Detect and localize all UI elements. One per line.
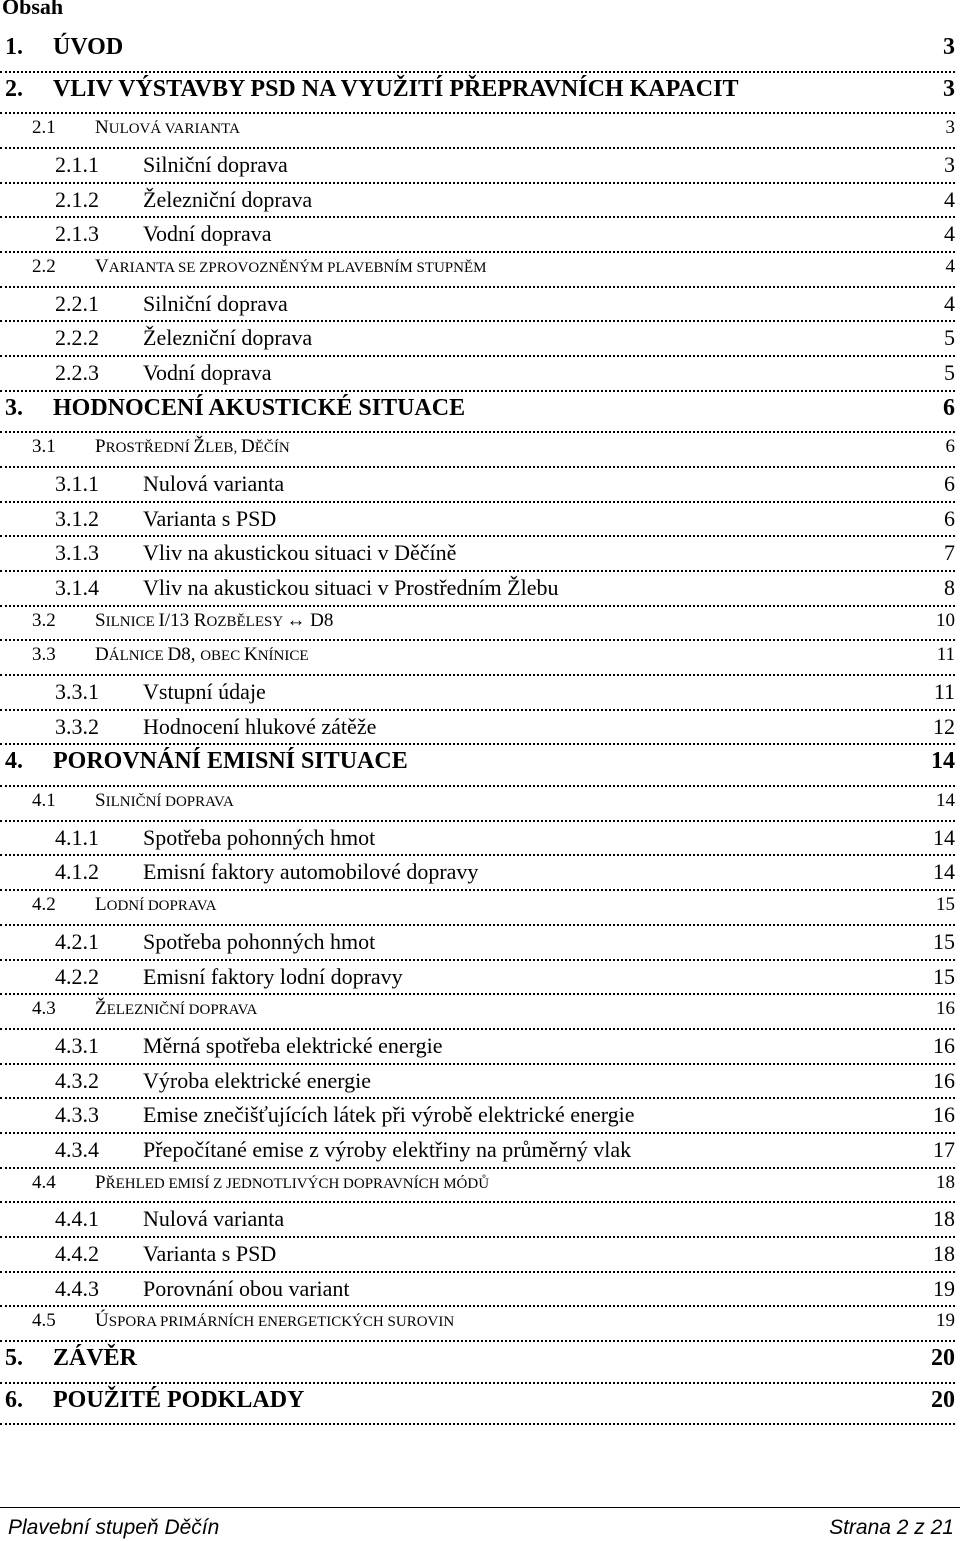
toc-entry-number: 5. bbox=[0, 1345, 53, 1372]
toc-entry-title: Varianta s PSD bbox=[143, 1241, 279, 1267]
toc-entry[interactable] bbox=[0, 1068, 955, 1103]
toc-entry-number: 4.3 bbox=[0, 998, 95, 1020]
toc-entry-page: 7 bbox=[941, 540, 955, 566]
toc-entry-number: 3. bbox=[0, 395, 53, 422]
toc-entry[interactable] bbox=[0, 1206, 955, 1241]
dot-leader bbox=[0, 820, 955, 822]
toc-entry-title: Varianta s PSD bbox=[143, 506, 279, 532]
toc-entry[interactable] bbox=[0, 1387, 955, 1429]
toc-entry[interactable] bbox=[0, 714, 955, 749]
toc-entry-page: 5 bbox=[941, 325, 955, 351]
toc-entry-title-part: N bbox=[95, 117, 109, 139]
toc-entry-title: Vliv na akustickou situaci v Prostředním Žlebu bbox=[143, 575, 562, 601]
toc-entry-title: Přepočítané emise z výroby elektřiny na průměrný vlak bbox=[143, 1137, 634, 1163]
toc-entry[interactable] bbox=[0, 471, 955, 506]
toc-entry-title-part: OZBĚLESY bbox=[206, 613, 287, 630]
toc-entry-number: 3.1.3 bbox=[0, 540, 143, 566]
toc-entry[interactable] bbox=[0, 221, 955, 256]
toc-entry[interactable] bbox=[0, 1241, 955, 1276]
dot-leader bbox=[0, 1063, 955, 1065]
toc-entry-title-part: NÍNICE bbox=[257, 648, 309, 665]
toc-entry-title-part: D8, bbox=[167, 644, 201, 666]
toc-entry-title-part: K bbox=[243, 644, 258, 666]
dot-leader bbox=[0, 390, 955, 392]
toc-entry-title-part: LEB, bbox=[205, 440, 241, 457]
dot-leader bbox=[0, 1132, 955, 1134]
toc-entry-title bbox=[95, 1310, 457, 1332]
dot-leader bbox=[0, 924, 955, 926]
toc-entry[interactable] bbox=[0, 360, 955, 395]
toc-entry-page: 16 bbox=[930, 1033, 955, 1059]
dot-leader bbox=[0, 182, 955, 184]
toc-entry-page: 16 bbox=[930, 1102, 955, 1128]
toc-entry-number: 3.3.2 bbox=[0, 714, 143, 740]
toc-entry[interactable] bbox=[0, 1310, 955, 1345]
toc-entry-title-part: OBEC bbox=[200, 648, 244, 665]
toc-entry[interactable] bbox=[0, 117, 955, 152]
footer-page-number: Strana 2 z 21 bbox=[829, 1516, 954, 1539]
toc-entry[interactable] bbox=[0, 610, 955, 645]
toc-entry[interactable] bbox=[0, 964, 955, 999]
toc-entry-title bbox=[95, 998, 260, 1020]
toc-entry[interactable] bbox=[0, 1276, 955, 1311]
toc-entry-title-part: ↔ D8 bbox=[286, 609, 334, 631]
toc-entry-title: Vliv na akustickou situaci v Děčíně bbox=[143, 540, 459, 566]
toc-entry-title: Hodnocení hlukové zátěže bbox=[143, 714, 379, 740]
toc-entry-page: 4 bbox=[941, 291, 955, 317]
dot-leader bbox=[0, 1305, 955, 1307]
dot-leader bbox=[0, 570, 955, 572]
toc-entry-number: 3.1.4 bbox=[0, 575, 143, 601]
toc-entry[interactable] bbox=[0, 859, 955, 894]
toc-entry-title-part: SPORA PRIMÁRNÍCH ENERGETICKÝCH SUROVIN bbox=[108, 1314, 455, 1331]
toc-entry-number: 4.4.3 bbox=[0, 1276, 143, 1302]
toc-entry-title bbox=[95, 436, 293, 458]
toc-entry-title-part: ARIANTA SE ZPROVOZNĚNÝM PLAVEBNÍM STUPNĚM bbox=[108, 259, 487, 276]
toc-entry-title: Měrná spotřeba elektrické energie bbox=[143, 1033, 446, 1059]
toc-entry-page: 15 bbox=[930, 929, 955, 955]
toc-entry-number: 2.2.1 bbox=[0, 291, 143, 317]
toc-entry-page: 3 bbox=[941, 152, 955, 178]
dot-leader bbox=[0, 1340, 955, 1342]
dot-leader bbox=[0, 785, 955, 787]
toc-entry[interactable] bbox=[0, 748, 955, 790]
toc-entry[interactable] bbox=[0, 34, 955, 76]
toc-entry-page: 12 bbox=[930, 714, 955, 740]
toc-entry[interactable] bbox=[0, 256, 955, 291]
toc-entry-page: 5 bbox=[941, 360, 955, 386]
dot-leader bbox=[0, 639, 955, 641]
toc-entry-page: 20 bbox=[928, 1345, 955, 1372]
toc-entry-title bbox=[95, 256, 489, 278]
toc-entry-number: 2. bbox=[0, 76, 53, 103]
dot-leader bbox=[0, 466, 955, 468]
toc-entry-title: Emise znečišťujících látek při výrobě elektrické energie bbox=[143, 1102, 638, 1128]
dot-leader bbox=[0, 71, 955, 73]
dot-leader bbox=[0, 709, 955, 711]
toc-entry-title: Silniční doprava bbox=[143, 152, 291, 178]
toc-entry[interactable] bbox=[0, 790, 955, 825]
toc-entry-title-part: P bbox=[95, 1171, 106, 1193]
toc-entry-title bbox=[95, 610, 336, 632]
toc-entry-number: 4.3.1 bbox=[0, 1033, 143, 1059]
toc-entry-title: Silniční doprava bbox=[143, 291, 291, 317]
toc-entry-title-part: S bbox=[95, 609, 106, 631]
toc-entry-title bbox=[95, 117, 243, 139]
dot-leader bbox=[0, 674, 955, 676]
toc-entry[interactable] bbox=[0, 929, 955, 964]
dot-leader bbox=[0, 854, 955, 856]
toc-entry-title-part: ŘEHLED EMISÍ Z JEDNOTLIVÝCH DOPRAVNÍCH MÓDŮ bbox=[105, 1175, 490, 1192]
dot-leader bbox=[0, 743, 955, 745]
toc-entry-number: 4.1.1 bbox=[0, 825, 143, 851]
toc-entry-number: 2.1.2 bbox=[0, 187, 143, 213]
toc-entry-page: 14 bbox=[928, 748, 955, 775]
toc-entry[interactable] bbox=[0, 575, 955, 610]
toc-entry-title-part: Ú bbox=[95, 1310, 109, 1332]
toc-entry-page: 6 bbox=[941, 506, 955, 532]
footer-document-title: Plavební stupeň Děčín bbox=[8, 1516, 220, 1539]
toc-entry-title-part: ROSTŘEDNÍ bbox=[105, 440, 194, 457]
toc-entry[interactable] bbox=[0, 436, 955, 471]
dot-leader bbox=[0, 1236, 955, 1238]
toc-entry-title-part: D bbox=[95, 644, 109, 666]
page-title: Obsah bbox=[2, 0, 64, 19]
toc-entry-page: 4 bbox=[943, 256, 956, 278]
toc-entry-title: VLIV VÝSTAVBY PSD NA VYUŽITÍ PŘEPRAVNÍCH KAPACIT bbox=[53, 76, 741, 103]
toc-entry-number: 2.2 bbox=[0, 256, 95, 278]
toc-entry-title-part: ULOVÁ VARIANTA bbox=[108, 121, 240, 138]
toc-entry-number: 4.5 bbox=[0, 1310, 95, 1332]
toc-entry-page: 16 bbox=[933, 998, 955, 1020]
toc-entry[interactable] bbox=[0, 1345, 955, 1387]
toc-entry-title: Nulová varianta bbox=[143, 1206, 287, 1232]
dot-leader bbox=[0, 216, 955, 218]
toc-entry-number: 3.1.1 bbox=[0, 471, 143, 497]
dot-leader bbox=[0, 1382, 955, 1384]
toc-entry-title: Nulová varianta bbox=[143, 471, 287, 497]
toc-entry-page: 14 bbox=[933, 790, 955, 812]
toc-entry-title: POUŽITÉ PODKLADY bbox=[53, 1387, 307, 1414]
toc-entry[interactable] bbox=[0, 1033, 955, 1068]
toc-entry-page: 14 bbox=[930, 825, 955, 851]
toc-entry-page: 18 bbox=[930, 1206, 955, 1232]
toc-entry-page: 3 bbox=[943, 117, 956, 139]
toc-entry-title bbox=[95, 1172, 492, 1194]
toc-entry-number: 1. bbox=[0, 34, 53, 61]
toc-entry-number: 3.3 bbox=[0, 644, 95, 666]
toc-entry-title-part: ILNIČNÍ DOPRAVA bbox=[105, 794, 234, 811]
toc-entry-title-part: I/13 R bbox=[158, 609, 207, 631]
toc-entry-title-part: ILNICE bbox=[105, 613, 159, 630]
dot-leader bbox=[0, 1097, 955, 1099]
toc-entry-title: Emisní faktory automobilové dopravy bbox=[143, 859, 481, 885]
toc-entry-number: 4.2 bbox=[0, 894, 95, 916]
toc-entry-title: Vodní doprava bbox=[143, 360, 275, 386]
toc-entry-title bbox=[95, 790, 237, 812]
toc-entry-page: 4 bbox=[941, 187, 955, 213]
toc-entry-title-part: L bbox=[95, 894, 107, 916]
toc-entry-number: 2.1.1 bbox=[0, 152, 143, 178]
toc-entry-number: 2.1 bbox=[0, 117, 95, 139]
toc-entry[interactable] bbox=[0, 998, 955, 1033]
toc-entry-title: Porovnání obou variant bbox=[143, 1276, 353, 1302]
toc-entry-page: 6 bbox=[941, 471, 955, 497]
dot-leader bbox=[0, 535, 955, 537]
toc-entry[interactable] bbox=[0, 506, 955, 541]
toc-entry-title-part: ĚČÍN bbox=[254, 440, 290, 457]
toc-entry-number: 4.3.3 bbox=[0, 1102, 143, 1128]
toc-entry-page: 15 bbox=[930, 964, 955, 990]
dot-leader bbox=[0, 286, 955, 288]
dot-leader bbox=[0, 147, 955, 149]
toc-entry[interactable] bbox=[0, 187, 955, 222]
toc-entry-number: 4.2.2 bbox=[0, 964, 143, 990]
toc-entry-title: Železniční doprava bbox=[143, 187, 315, 213]
dot-leader bbox=[0, 889, 955, 891]
toc-entry-number: 3.1 bbox=[0, 436, 95, 458]
toc-entry-title-part: S bbox=[95, 790, 106, 812]
toc-entry-number: 3.1.2 bbox=[0, 506, 143, 532]
toc-entry-number: 4.4.1 bbox=[0, 1206, 143, 1232]
dot-leader bbox=[0, 1423, 955, 1425]
toc-entry-number: 4.3.2 bbox=[0, 1068, 143, 1094]
toc-entry-page: 14 bbox=[930, 859, 955, 885]
toc-entry-number: 4.4 bbox=[0, 1172, 95, 1194]
toc-entry-number: 2.2.3 bbox=[0, 360, 143, 386]
toc-entry-title: HODNOCENÍ AKUSTICKÉ SITUACE bbox=[53, 395, 468, 422]
toc-entry[interactable] bbox=[0, 76, 955, 118]
toc-entry-number: 4.2.1 bbox=[0, 929, 143, 955]
dot-leader bbox=[0, 1201, 955, 1203]
toc-entry-page: 6 bbox=[940, 395, 955, 422]
toc-entry-title: Výroba elektrické energie bbox=[143, 1068, 374, 1094]
toc-entry-number: 3.3.1 bbox=[0, 679, 143, 705]
dot-leader bbox=[0, 1028, 955, 1030]
toc-entry-title: ÚVOD bbox=[53, 34, 126, 61]
toc-entry-title: Vstupní údaje bbox=[143, 679, 269, 705]
toc-entry-number: 4. bbox=[0, 748, 53, 775]
dot-leader bbox=[0, 355, 955, 357]
toc-entry[interactable] bbox=[0, 325, 955, 360]
toc-entry-page: 6 bbox=[943, 436, 956, 458]
toc-entry[interactable] bbox=[0, 1137, 955, 1172]
table-of-contents bbox=[0, 34, 955, 1428]
toc-entry[interactable] bbox=[0, 540, 955, 575]
dot-leader bbox=[0, 112, 955, 114]
toc-entry[interactable] bbox=[0, 825, 955, 860]
toc-entry-page: 3 bbox=[940, 76, 955, 103]
toc-entry[interactable] bbox=[0, 894, 955, 929]
toc-entry-title-part: ÁLNICE bbox=[108, 648, 168, 665]
toc-entry-title-part: Ž bbox=[193, 436, 206, 458]
toc-entry-title-part: P bbox=[95, 436, 106, 458]
toc-entry-number: 4.1 bbox=[0, 790, 95, 812]
toc-entry-page: 11 bbox=[934, 644, 955, 666]
toc-entry-title: Spotřeba pohonných hmot bbox=[143, 825, 378, 851]
dot-leader bbox=[0, 320, 955, 322]
toc-entry-title: Spotřeba pohonných hmot bbox=[143, 929, 378, 955]
toc-entry-title: Železniční doprava bbox=[143, 325, 315, 351]
toc-entry-title: ZÁVĚR bbox=[53, 1345, 140, 1372]
toc-entry[interactable] bbox=[0, 291, 955, 326]
toc-entry-page: 3 bbox=[940, 34, 955, 61]
dot-leader bbox=[0, 993, 955, 995]
toc-entry-title: Vodní doprava bbox=[143, 221, 275, 247]
dot-leader bbox=[0, 959, 955, 961]
dot-leader bbox=[0, 251, 955, 253]
toc-entry-page: 4 bbox=[941, 221, 955, 247]
toc-entry-page: 8 bbox=[941, 575, 955, 601]
toc-entry-page: 17 bbox=[930, 1137, 955, 1163]
toc-entry-title-part: ELEZNIČNÍ DOPRAVA bbox=[106, 1002, 258, 1019]
toc-entry-title-part: Ž bbox=[95, 998, 107, 1020]
toc-entry-page: 18 bbox=[933, 1172, 955, 1194]
toc-entry-number: 2.1.3 bbox=[0, 221, 143, 247]
toc-entry[interactable] bbox=[0, 1172, 955, 1207]
toc-entry-page: 15 bbox=[933, 894, 955, 916]
toc-entry[interactable] bbox=[0, 395, 955, 437]
toc-entry-number: 2.2.2 bbox=[0, 325, 143, 351]
toc-entry-page: 19 bbox=[933, 1310, 955, 1332]
toc-entry-number: 4.4.2 bbox=[0, 1241, 143, 1267]
toc-entry-title-part: ODNÍ DOPRAVA bbox=[106, 898, 217, 915]
toc-entry[interactable] bbox=[0, 679, 955, 714]
toc-entry-title bbox=[95, 644, 312, 666]
toc-entry-number: 4.1.2 bbox=[0, 859, 143, 885]
dot-leader bbox=[0, 501, 955, 503]
toc-entry[interactable] bbox=[0, 644, 955, 679]
toc-entry-number: 3.2 bbox=[0, 610, 95, 632]
toc-entry[interactable] bbox=[0, 152, 955, 187]
dot-leader bbox=[0, 431, 955, 433]
toc-entry-page: 18 bbox=[930, 1241, 955, 1267]
toc-entry-number: 4.3.4 bbox=[0, 1137, 143, 1163]
toc-entry-page: 19 bbox=[930, 1276, 955, 1302]
dot-leader bbox=[0, 1271, 955, 1273]
toc-entry[interactable] bbox=[0, 1102, 955, 1137]
toc-entry-title-part: V bbox=[95, 255, 109, 277]
toc-entry-page: 16 bbox=[930, 1068, 955, 1094]
toc-entry-page: 11 bbox=[931, 679, 955, 705]
footer-divider bbox=[0, 1507, 960, 1508]
toc-entry-title: Emisní faktory lodní dopravy bbox=[143, 964, 406, 990]
toc-entry-number: 6. bbox=[0, 1387, 53, 1414]
toc-entry-title bbox=[95, 894, 220, 916]
dot-leader bbox=[0, 605, 955, 607]
dot-leader bbox=[0, 1167, 955, 1169]
toc-entry-title-part: D bbox=[240, 436, 255, 458]
toc-entry-page: 20 bbox=[928, 1387, 955, 1414]
toc-entry-title: POROVNÁNÍ EMISNÍ SITUACE bbox=[53, 748, 411, 775]
toc-entry-page: 10 bbox=[933, 610, 955, 632]
